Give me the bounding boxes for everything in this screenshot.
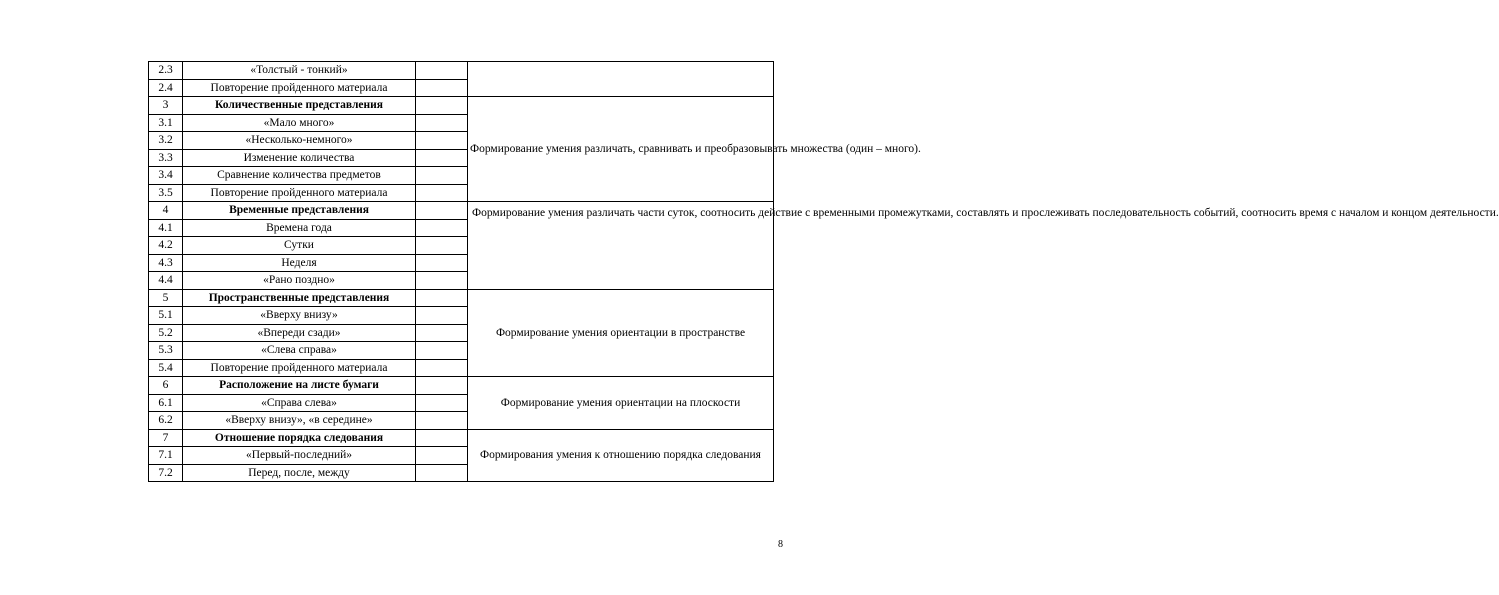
row-topic: «Первый-последний»: [183, 447, 416, 465]
section-title: Отношение порядка следования: [183, 429, 416, 447]
row-topic: «Справа слева»: [183, 394, 416, 412]
page-number: 8: [778, 539, 783, 550]
hours-cell: [416, 62, 468, 80]
goal-cell-size: [468, 62, 774, 97]
row-number: 6: [149, 377, 183, 395]
table-row: [149, 202, 774, 220]
goal-quantity: Формирование умения различать, сравнивать и преобразовывать множества (один – много).: [468, 97, 774, 202]
section-title: Расположение на листе бумаги: [183, 377, 416, 395]
row-topic: Перед, после, между: [183, 464, 416, 482]
hours-cell: [416, 219, 468, 237]
row-number: 4.1: [149, 219, 183, 237]
hours-cell: [416, 149, 468, 167]
row-number: 3.4: [149, 167, 183, 185]
hours-cell: [416, 184, 468, 202]
row-topic: «Вверху внизу», «в середине»: [183, 412, 416, 430]
row-number: 4.3: [149, 254, 183, 272]
table-row: [149, 377, 774, 395]
row-topic: Повторение пройденного материала: [183, 79, 416, 97]
table-row: [149, 97, 774, 115]
row-number: 7.2: [149, 464, 183, 482]
row-topic: «Вверху внизу»: [183, 307, 416, 325]
row-number: 2.3: [149, 62, 183, 80]
table-row: [149, 289, 774, 307]
hours-cell: [416, 324, 468, 342]
row-number: 3.3: [149, 149, 183, 167]
goal-order: Формирования умения к отношению порядка следования: [468, 429, 774, 482]
section-title: Количественные представления: [183, 97, 416, 115]
goal-sheet: Формирование умения ориентации на плоскости: [468, 377, 774, 430]
row-topic: «Несколько-немного»: [183, 132, 416, 150]
row-topic: Сравнение количества предметов: [183, 167, 416, 185]
hours-cell: [416, 429, 468, 447]
row-number: 5.4: [149, 359, 183, 377]
row-number: 2.4: [149, 79, 183, 97]
hours-cell: [416, 377, 468, 395]
hours-cell: [416, 167, 468, 185]
hours-cell: [416, 97, 468, 115]
goal-time: Формирование умения различать части суток, соотносить действие с временными промежутками, составлять и прослеживать последовательность событий, соотносить время с началом и концом деятельности.: [468, 202, 774, 290]
row-topic: «Рано поздно»: [183, 272, 416, 290]
curriculum-table: [148, 61, 1499, 482]
hours-cell: [416, 289, 468, 307]
row-number: 5.1: [149, 307, 183, 325]
hours-cell: [416, 79, 468, 97]
table-row: [149, 429, 774, 447]
row-topic: Неделя: [183, 254, 416, 272]
hours-cell: [416, 412, 468, 430]
hours-cell: [416, 272, 468, 290]
table-row: [149, 62, 774, 80]
row-number: 5: [149, 289, 183, 307]
row-topic: «Впереди сзади»: [183, 324, 416, 342]
row-topic: Времена года: [183, 219, 416, 237]
hours-cell: [416, 307, 468, 325]
row-topic: Повторение пройденного материала: [183, 359, 416, 377]
row-topic: Повторение пройденного материала: [183, 184, 416, 202]
section-title: Пространственные представления: [183, 289, 416, 307]
row-number: 3.2: [149, 132, 183, 150]
row-topic: Сутки: [183, 237, 416, 255]
row-number: 6.1: [149, 394, 183, 412]
row-topic: Изменение количества: [183, 149, 416, 167]
row-number: 4.2: [149, 237, 183, 255]
row-number: 4: [149, 202, 183, 220]
hours-cell: [416, 132, 468, 150]
row-topic: «Слева справа»: [183, 342, 416, 360]
row-topic: «Толстый - тонкий»: [183, 62, 416, 80]
row-number: 5.2: [149, 324, 183, 342]
hours-cell: [416, 464, 468, 482]
row-number: 6.2: [149, 412, 183, 430]
row-number: 3.5: [149, 184, 183, 202]
row-number: 7.1: [149, 447, 183, 465]
hours-cell: [416, 447, 468, 465]
hours-cell: [416, 254, 468, 272]
row-number: 4.4: [149, 272, 183, 290]
hours-cell: [416, 202, 468, 220]
hours-cell: [416, 342, 468, 360]
row-number: 3: [149, 97, 183, 115]
hours-cell: [416, 237, 468, 255]
row-number: 3.1: [149, 114, 183, 132]
row-number: 5.3: [149, 342, 183, 360]
goal-space: Формирование умения ориентации в пространстве: [468, 289, 774, 377]
hours-cell: [416, 394, 468, 412]
hours-cell: [416, 359, 468, 377]
row-topic: «Мало много»: [183, 114, 416, 132]
section-title: Временные представления: [183, 202, 416, 220]
row-number: 7: [149, 429, 183, 447]
hours-cell: [416, 114, 468, 132]
